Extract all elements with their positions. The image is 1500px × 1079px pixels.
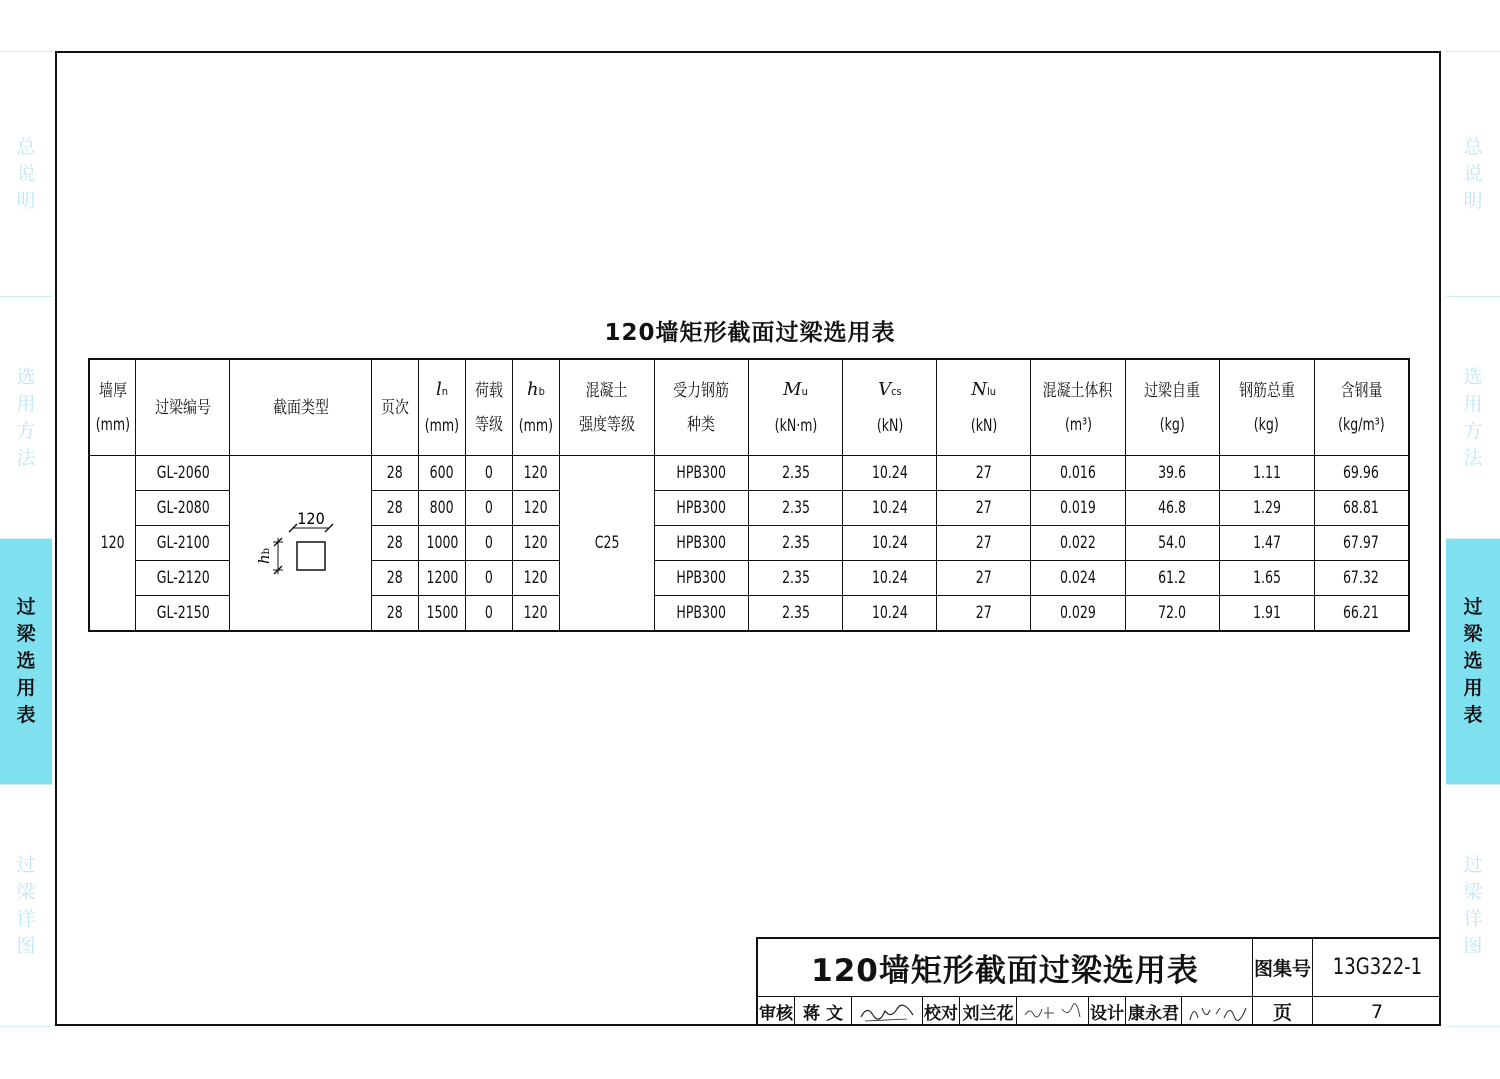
header-hb: hb (mm) bbox=[512, 359, 559, 456]
title-block-title: 120墙矩形截面过梁选用表 bbox=[758, 939, 1253, 997]
checker-signature bbox=[1017, 997, 1089, 1026]
cell-steel-ratio: 69.96 bbox=[1314, 456, 1409, 491]
cell-mu: 2.35 bbox=[748, 596, 843, 632]
title-block bbox=[756, 937, 1441, 1026]
side-tab-char: 用 bbox=[16, 392, 36, 415]
side-tab-char: 选 bbox=[1463, 650, 1483, 672]
header-rebar-type: 受力钢筋 种类 bbox=[654, 359, 748, 456]
header-concrete-grade: 混凝土 强度等级 bbox=[559, 359, 654, 456]
header-mu: Mu (kN·m) bbox=[748, 359, 843, 456]
check-label: 校对 bbox=[923, 997, 960, 1026]
side-tab-char: 选 bbox=[16, 650, 36, 672]
header-page: 页次 bbox=[372, 359, 419, 456]
side-tab-general-notes[interactable] bbox=[1446, 52, 1500, 296]
cell-volume: 0.022 bbox=[1031, 526, 1126, 561]
cell-volume: 0.024 bbox=[1031, 561, 1126, 596]
side-tab-char: 梁 bbox=[16, 880, 36, 903]
cell-rebar: HPB300 bbox=[654, 561, 748, 596]
cell-rebar: HPB300 bbox=[654, 596, 748, 632]
table-title: 120墙矩形截面过梁选用表 bbox=[604, 320, 896, 346]
cell-self-weight: 39.6 bbox=[1125, 456, 1219, 491]
cell-vcs: 10.24 bbox=[843, 491, 937, 526]
cell-nlu: 27 bbox=[937, 491, 1031, 526]
cell-hb: 120 bbox=[512, 596, 559, 632]
tab-divider bbox=[0, 1026, 52, 1027]
side-tab-char: 说 bbox=[1463, 162, 1483, 185]
cell-mu: 2.35 bbox=[748, 526, 843, 561]
cell-steel-total: 1.47 bbox=[1219, 526, 1314, 561]
cell-load-grade: 0 bbox=[466, 596, 513, 632]
header-vcs: Vcs (kN) bbox=[843, 359, 937, 456]
table-row bbox=[89, 456, 1409, 491]
page-number: 7 bbox=[1370, 1000, 1384, 1023]
side-tab-char: 图 bbox=[16, 934, 36, 957]
side-tab-char: 过 bbox=[16, 853, 36, 876]
cell-load-grade: 0 bbox=[466, 526, 513, 561]
atlas-label: 图集号 bbox=[1253, 939, 1313, 997]
cell-nlu: 27 bbox=[937, 596, 1031, 632]
cell-steel-total: 1.91 bbox=[1219, 596, 1314, 632]
cell-beam-no: GL-2060 bbox=[136, 456, 230, 491]
cell-ln: 800 bbox=[419, 491, 466, 526]
cell-beam-no: GL-2120 bbox=[136, 561, 230, 596]
header-steel-ratio: 含钢量 (kg/m³) bbox=[1314, 359, 1409, 456]
cell-steel-total: 1.29 bbox=[1219, 491, 1314, 526]
side-tab-char: 明 bbox=[1463, 189, 1483, 212]
cell-vcs: 10.24 bbox=[843, 561, 937, 596]
cell-nlu: 27 bbox=[937, 456, 1031, 491]
header-self-weight: 过梁自重 (kg) bbox=[1125, 359, 1219, 456]
designer-name: 康永君 bbox=[1126, 997, 1182, 1026]
side-tab-lintel-details[interactable] bbox=[0, 785, 52, 1026]
cell-mu: 2.35 bbox=[748, 491, 843, 526]
side-tab-lintel-table[interactable] bbox=[1446, 539, 1500, 784]
review-label: 审核 bbox=[758, 997, 795, 1026]
side-tab-lintel-details[interactable] bbox=[1446, 785, 1500, 1026]
header-section-type: 截面类型 bbox=[230, 359, 372, 456]
side-tab-char: 选 bbox=[1463, 365, 1483, 388]
header-beam-no: 过梁编号 bbox=[136, 359, 230, 456]
cell-concrete-grade: C25 bbox=[559, 456, 654, 632]
cell-hb: 120 bbox=[512, 526, 559, 561]
side-tab-char: 用 bbox=[1463, 392, 1483, 415]
signature-row bbox=[758, 997, 1253, 1026]
side-tab-char: 总 bbox=[1463, 135, 1483, 158]
reviewer-signature bbox=[852, 997, 923, 1026]
cell-load-grade: 0 bbox=[466, 491, 513, 526]
cell-page: 28 bbox=[372, 561, 419, 596]
cell-hb: 120 bbox=[512, 561, 559, 596]
side-tab-char: 总 bbox=[16, 135, 36, 158]
cell-steel-ratio: 68.81 bbox=[1314, 491, 1409, 526]
cell-steel-total: 1.11 bbox=[1219, 456, 1314, 491]
side-tab-char: 梁 bbox=[16, 623, 36, 645]
atlas-number: 13G322-1 bbox=[1313, 939, 1441, 997]
cell-rebar: HPB300 bbox=[654, 456, 748, 491]
side-tab-char: 过 bbox=[16, 596, 36, 618]
cell-page: 28 bbox=[372, 491, 419, 526]
side-tab-char: 图 bbox=[1463, 934, 1483, 957]
designer-signature bbox=[1182, 997, 1251, 1026]
cell-rebar: HPB300 bbox=[654, 491, 748, 526]
side-tab-char: 梁 bbox=[1463, 623, 1483, 645]
cell-page: 28 bbox=[372, 456, 419, 491]
side-tab-char: 梁 bbox=[1463, 880, 1483, 903]
header-ln: ln (mm) bbox=[419, 359, 466, 456]
side-tab-char: 明 bbox=[16, 189, 36, 212]
page-label: 页 bbox=[1253, 997, 1313, 1026]
cell-load-grade: 0 bbox=[466, 456, 513, 491]
cell-steel-total: 1.65 bbox=[1219, 561, 1314, 596]
cell-beam-no: GL-2100 bbox=[136, 526, 230, 561]
side-tab-general-notes[interactable] bbox=[0, 52, 52, 296]
header-load-grade: 荷载 等级 bbox=[466, 359, 513, 456]
side-tab-char: 法 bbox=[16, 446, 36, 469]
design-label: 设计 bbox=[1089, 997, 1126, 1026]
section-width-label: 120 bbox=[296, 508, 325, 528]
side-tab-char: 表 bbox=[16, 704, 36, 726]
cell-ln: 1000 bbox=[419, 526, 466, 561]
cell-mu: 2.35 bbox=[748, 456, 843, 491]
header-concrete-volume: 混凝土体积 (m³) bbox=[1031, 359, 1126, 456]
cell-volume: 0.019 bbox=[1031, 491, 1126, 526]
header-wall-thickness: 墙厚 (mm) bbox=[89, 359, 136, 456]
cell-volume: 0.029 bbox=[1031, 596, 1126, 632]
cell-page: 28 bbox=[372, 526, 419, 561]
side-tab-char: 方 bbox=[16, 419, 36, 442]
cell-beam-no: GL-2150 bbox=[136, 596, 230, 632]
side-tab-char: 说 bbox=[16, 162, 36, 185]
cell-vcs: 10.24 bbox=[843, 526, 937, 561]
side-tab-char: 方 bbox=[1463, 419, 1483, 442]
header-steel-total: 钢筋总重 (kg) bbox=[1219, 359, 1314, 456]
cell-vcs: 10.24 bbox=[843, 596, 937, 632]
cell-hb: 120 bbox=[512, 456, 559, 491]
cell-vcs: 10.24 bbox=[843, 456, 937, 491]
cell-page: 28 bbox=[372, 596, 419, 632]
cell-ln: 1200 bbox=[419, 561, 466, 596]
cell-section-diagram bbox=[230, 456, 372, 632]
cell-rebar: HPB300 bbox=[654, 526, 748, 561]
reviewer-name: 蒋 文 bbox=[795, 997, 852, 1026]
section-height-label: hb bbox=[254, 547, 273, 564]
cell-wall-thickness: 120 bbox=[89, 456, 136, 632]
side-tab-char: 过 bbox=[1463, 596, 1483, 618]
cell-nlu: 27 bbox=[937, 561, 1031, 596]
cell-self-weight: 61.2 bbox=[1125, 561, 1219, 596]
cell-ln: 600 bbox=[419, 456, 466, 491]
side-tab-char: 用 bbox=[16, 677, 36, 699]
cell-load-grade: 0 bbox=[466, 561, 513, 596]
cell-self-weight: 72.0 bbox=[1125, 596, 1219, 632]
checker-name: 刘兰花 bbox=[960, 997, 1017, 1026]
cell-steel-ratio: 66.21 bbox=[1314, 596, 1409, 632]
side-tab-char: 表 bbox=[1463, 704, 1483, 726]
header-nlu: Nlu (kN) bbox=[937, 359, 1031, 456]
side-tab-char: 详 bbox=[1463, 907, 1483, 930]
table-header-row bbox=[89, 359, 1409, 456]
section-diagram bbox=[251, 496, 351, 586]
side-tab-char: 详 bbox=[16, 907, 36, 930]
side-tab-lintel-table[interactable] bbox=[0, 539, 52, 784]
side-tab-char: 过 bbox=[1463, 853, 1483, 876]
cell-nlu: 27 bbox=[937, 526, 1031, 561]
tab-divider bbox=[1446, 1026, 1500, 1027]
cell-mu: 2.35 bbox=[748, 561, 843, 596]
cell-self-weight: 54.0 bbox=[1125, 526, 1219, 561]
cell-beam-no: GL-2080 bbox=[136, 491, 230, 526]
cell-self-weight: 46.8 bbox=[1125, 491, 1219, 526]
lintel-selection-table bbox=[88, 358, 1410, 632]
cell-volume: 0.016 bbox=[1031, 456, 1126, 491]
side-tab-char: 选 bbox=[16, 365, 36, 388]
side-tab-char: 用 bbox=[1463, 677, 1483, 699]
cell-steel-ratio: 67.97 bbox=[1314, 526, 1409, 561]
cell-ln: 1500 bbox=[419, 596, 466, 632]
cell-steel-ratio: 67.32 bbox=[1314, 561, 1409, 596]
cell-hb: 120 bbox=[512, 491, 559, 526]
side-tab-char: 法 bbox=[1463, 446, 1483, 469]
